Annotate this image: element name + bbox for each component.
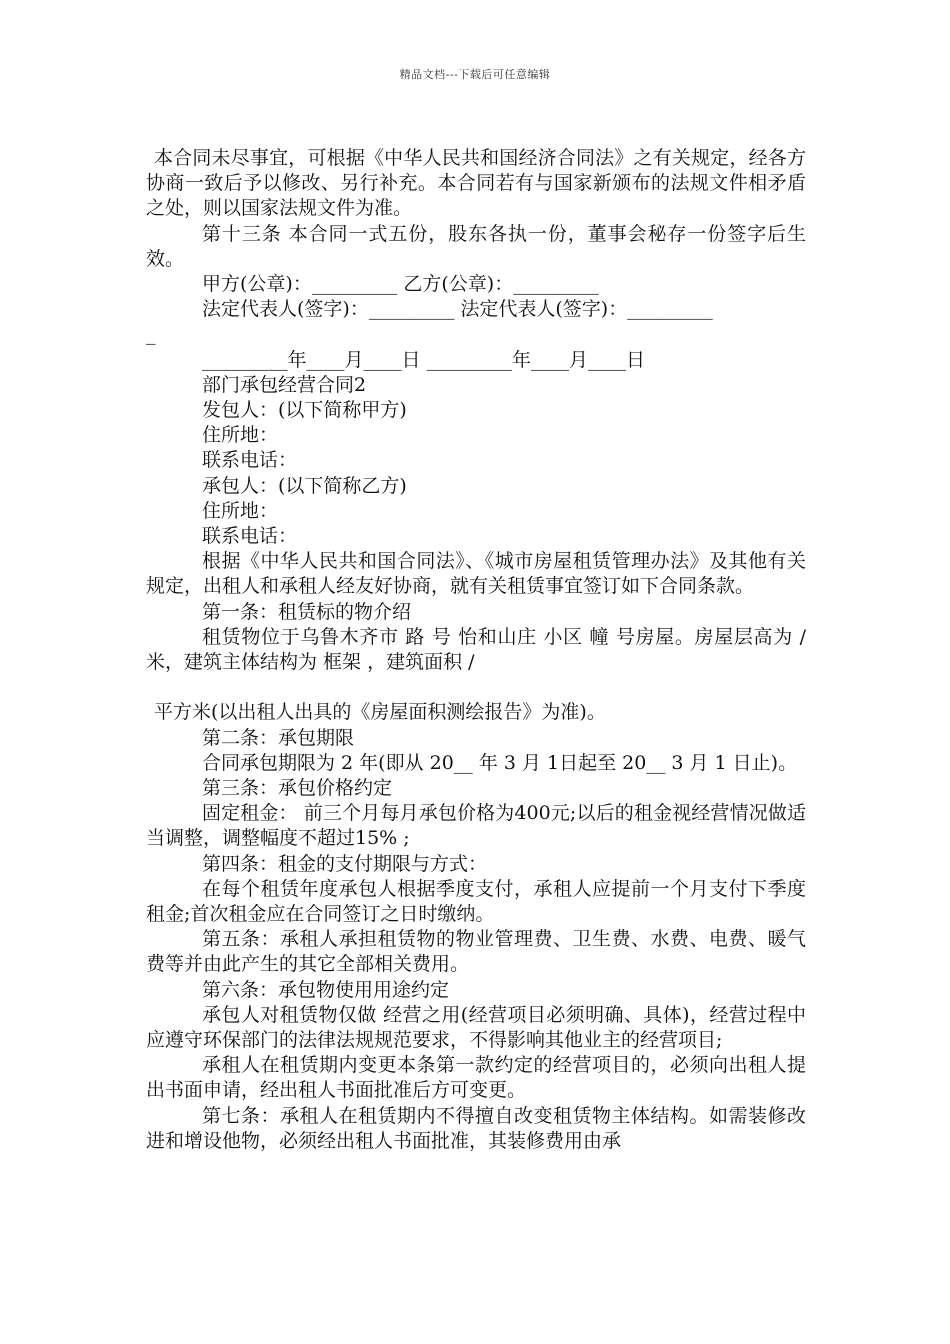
document-paragraph: 第四条：租金的支付期限与方式： [202,852,488,875]
document-paragraph: 本合同未尽事宜，可根据《中华人民共和国经济合同法》之有关规定，经各方协商一致后予以修改、另行补充。本合同若有与国家新颁布的法规文件相矛盾之处，则以国家法规文件为准。 [146,147,806,220]
document-paragraph: 第三条：承包价格约定 [202,777,393,800]
page-header: 精品文档---下载后可任意编辑 [399,68,551,81]
document-paragraph: 租赁物位于乌鲁木齐市 路 号 怡和山庄 小区 幢 号房屋。房屋层高为 / 米，建筑主体结构为 框架 ，建筑面积 / [146,625,806,674]
document-paragraph: 在每个租赁年度承包人根据季度支付，承租人应提前一个月支付下季度租金;首次租金应在合同签订之日时缴纳。 [146,877,806,926]
document-paragraph: 根据《中华人民共和国合同法》、《城市房屋租赁管理办法》及其他有关规定，出租人和承租人经友好协商，就有关租赁事宜签订如下合同条款。 [146,550,806,598]
document-paragraph: 合同承包期限为 2 年(即从 20__ 年 3 月 1日起至 20__ 3 月 1 日止)。 [202,751,798,774]
document-paragraph: 第十三条 本合同一式五份，股东各执一份，董事会秘存一份签字后生效。 [146,222,806,270]
document-paragraph: 住所地： [202,424,279,447]
document-paragraph: 固定租金： 前三个月每月承包价格为400元;以后的租金视经营情况做适当调整，调整幅度不超过15% ; [146,802,806,850]
document-paragraph: 承租人在租赁期内变更本条第一款约定的经营项目的，必须向出租人提出书面申请，经出租人书面批准后方可变更。 [146,1054,806,1102]
document-paragraph: 甲方(公章)：_________ 乙方(公章)：_________ [202,273,599,296]
document-paragraph: 承包人：(以下简称乙方) [202,474,407,497]
document-paragraph: _________年____月____日 _________年____月____日 [202,348,646,371]
document-paragraph: 联系电话： [202,449,298,472]
document-paragraph: 第一条：租赁标的物介绍 [202,600,412,623]
document-paragraph: 第二条：承包期限 [202,726,355,749]
document-paragraph: 部门承包经营合同2 [202,373,367,396]
document-paragraph: 第六条：承包物使用用途约定 [202,978,450,1001]
document-paragraph: 平方米(以出租人出具的《房屋面积测绘报告》为准)。 [154,701,606,724]
document-paragraph: 第五条：承租人承担租赁物的物业管理费、卫生费、水费、电费、暖气费等并由此产生的其它全部相关费用。 [146,928,806,976]
document-paragraph: 发包人：(以下简称甲方) [202,399,407,422]
document-body [146,146,806,1154]
document-paragraph: _ [146,323,156,346]
document-paragraph: 第七条：承租人在租赁期内不得擅自改变租赁物主体结构。如需装修改进和增设他物，必须经出租人书面批准，其装修费用由承 [146,1104,806,1152]
document-paragraph: 住所地： [202,499,279,522]
document-paragraph: 承包人对租赁物仅做 经营之用(经营项目必须明确、具体)，经营过程中应遵守环保部门的法律法规规范要求，不得影响其他业主的经营项目; [146,1003,806,1052]
document-paragraph: 法定代表人(签字)：_________ 法定代表人(签字)：_________ [202,298,713,321]
document-paragraph: 联系电话： [202,525,298,548]
document-paragraph [146,675,806,700]
